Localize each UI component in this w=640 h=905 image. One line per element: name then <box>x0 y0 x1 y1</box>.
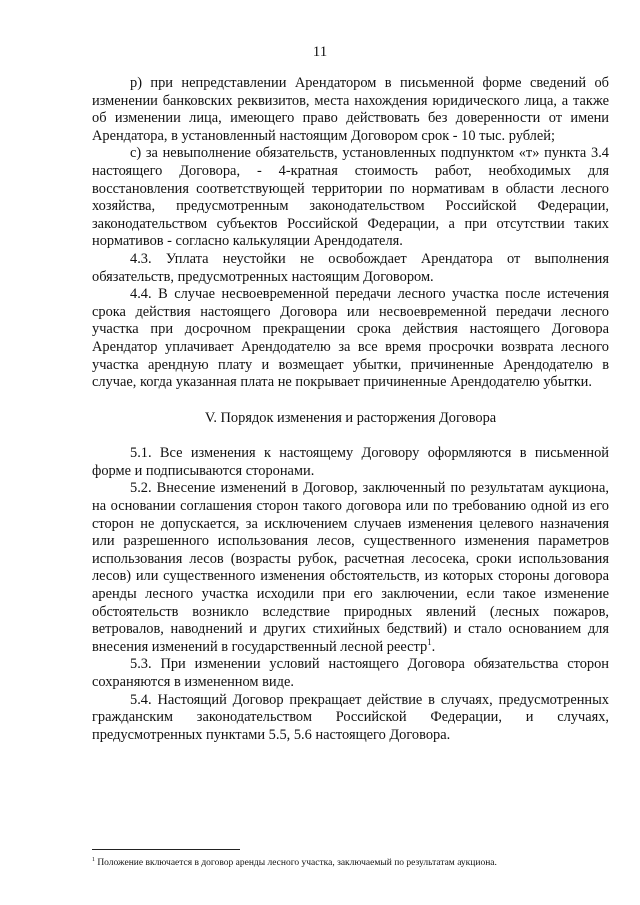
page-number: 11 <box>312 44 328 60</box>
paragraph-5-2-text: 5.2. Внесение изменений в Договор, заключенный по результатам аукциона, на основании соглашения сторон такого договора или по требованию одной из его сторон не допускается, за исключением случаев изменения целевого назначения или разрешенного использования лесов, существенного изменения параметров использования лесов (возрасты рубок, расчетная лесосека, сроки использования лесов) или существенного изменения обстоятельств, из которых стороны договора аренды лесного участка исходили при его заключении, если такое изменение обстоятельств возникло вследствие природных явлений (лесных пожаров, ветровалов, наводнений и других стихийных бедствий) и стало основанием для внесения изменений в государственный лесной реестр <box>92 480 609 655</box>
footnote-divider <box>92 849 240 850</box>
footnote-reference: 1 <box>427 637 432 648</box>
footnote-mark: 1 <box>92 856 95 863</box>
paragraph-5-2-end: . <box>431 638 436 655</box>
paragraph-5-4: 5.4. Настоящий Договор прекращает действие в случаях, предусмотренных гражданским законодательством Российской Федерации, и случаях, предусмотренных пунктами 5.5, 5.6 настоящего Договора. <box>92 691 609 743</box>
paragraph-5-1: 5.1. Все изменения к настоящему Договору оформляются в письменной форме и подписываются сторонами. <box>92 445 609 479</box>
paragraph-4-3: 4.3. Уплата неустойки не освобождает Арендатора от выполнения обязательств, предусмотренных настоящим Договором. <box>92 250 609 285</box>
paragraph-s: с) за невыполнение обязательств, установленных подпунктом «т» пункта 3.4 настоящего Договора, - 4-кратная стоимость работ, необходимых для восстановления соответствующей территории по нормативам в области лесного хозяйства, предусмотренным законодательством Российской Федерации, законодательством субъектов Российской Федерации, а при отсутствии таких нормативов - согласно калькуляции Арендодателя. <box>92 145 609 250</box>
paragraph-r: р) при непредставлении Арендатором в письменной форме сведений об изменении банковских реквизитов, места нахождения юридического лица, а также об изменении лица, имеющего право действовать без доверенности от имени Арендатора, в установленный настоящим Договором срок - 10 тыс. рублей; <box>92 75 609 144</box>
footnote <box>92 857 612 869</box>
document-body <box>92 75 609 744</box>
paragraph-5-3: 5.3. При изменении условий настоящего Договора обязательства сторон сохраняются в измененном виде. <box>92 656 609 690</box>
paragraph-4-4: 4.4. В случае несвоевременной передачи лесного участка после истечения срока действия настоящего Договора или несвоевременной передачи лесного участка при досрочном прекращении срока действия настоящего Договора Арендатор уплачивает Арендодателю за все время просрочки возврата лесного участка арендную плату и возмещает убытки, причиненные Арендодателю в случае, когда указанная плата не покрывает причиненные Арендодателю убытки. <box>92 286 609 391</box>
footnote-text: Положение включается в договор аренды лесного участка, заключаемый по результатам аукциона. <box>94 858 497 868</box>
section-heading: V. Порядок изменения и расторжения Договора <box>204 409 497 426</box>
paragraph-5-2 <box>92 480 609 656</box>
